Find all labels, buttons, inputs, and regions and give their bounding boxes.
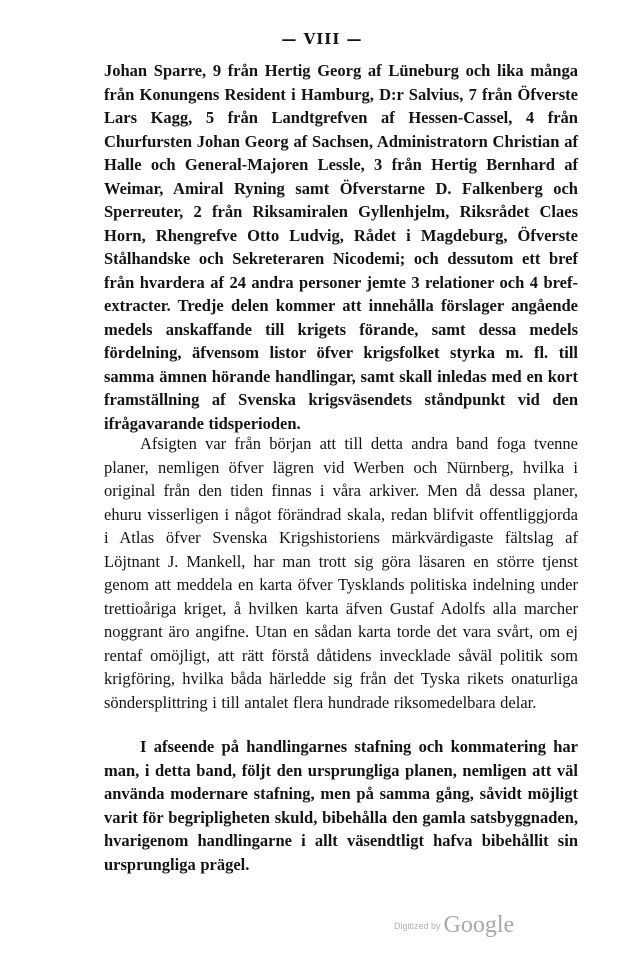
digitized-watermark (394, 912, 514, 939)
paragraph-3 (104, 735, 578, 876)
paragraph-1-text: Johan Sparre, 9 från Hertig Georg af Lüneburg och lika många från Konungens Resident i Hamburg, D:r Salvius, 7 från Öfverste Lars Kagg, 5 från Landtgrefven af Hessen-Cassel, 4 från Churfursten Johan Georg af Sachsen, Administratorn Christian af Halle och General-Majoren Lessle, 3 från Hertig Bernhard af Weimar, Amiral Ryning samt Öfverstarne D. Falkenberg och Sperreuter, 2 från Riksamiralen Gyllenhjelm, Riksrådet Claes Horn, Rhengrefve Otto Ludvig, Rådet i Magdeburg, Öfverste Stålhandske och Sekreteraren Nicodemi; och dessutom ett bref från hvardera af 24 andra personer jemte 3 relationer och 4 bref-extracter. Tredje delen kommer att innehålla förslager angående medels anskaffande till krigets förande, samt dessa medels fördelning, äfvensom listor öfver krigsfolket styrka m. fl. till samma ämnen hörande handlingar, samt skall inledas med en kort framställning af Svenska krigsväsendets ståndpunkt vid den ifrågavarande tidsperioden. (104, 61, 578, 433)
page-number-header: — VIII — (281, 30, 363, 48)
paragraph-1 (104, 59, 578, 435)
paragraph-3-text: I afseende på handlingarnes stafning och kommatering har man, i detta band, följt den ursprungliga planen, nemligen att väl använda modernare stafning, men på samma gång, såvidt möjligt varit för begripligheten skuld, bibehålla den gamla satsbyggnaden, hvarigenom handlingarne i allt väsendtligt hafva bibehållit sin ursprungliga prägel. (104, 737, 578, 874)
paragraph-2 (104, 432, 578, 714)
watermark-prefix: Digitized by (394, 921, 441, 931)
watermark-brand: Google (443, 912, 515, 938)
paragraph-2-text: Afsigten var från början att till detta andra band foga tvenne planer, nemligen öfver lägren vid Werben och Nürnberg, hvilka i original från den tiden finnas i våra arkiver. Men då dessa planer, ehuru visserligen i något förändrad skala, redan blifvit offentliggjorda i Atlas öfver Svenska Krigshistoriens märkvärdigaste fältslag af Löjtnant J. Mankell, har man trott sig göra läsaren en större tjenst genom att meddela en karta öfver Tysklands politiska indelning under trettioåriga kriget, å hvilken karta äfven Gustaf Adolfs alla marcher noggrant äro angifne. Utan en sådan karta torde det vara svårt, om ej rentaf omöjligt, att rätt förstå dåtidens invecklade såväl politik som krigföring, hvilka båda härledde sig från det Tyska rikets onaturliga söndersplittring i till antalet flera hundrade riksomedelbara delar. (104, 434, 578, 712)
